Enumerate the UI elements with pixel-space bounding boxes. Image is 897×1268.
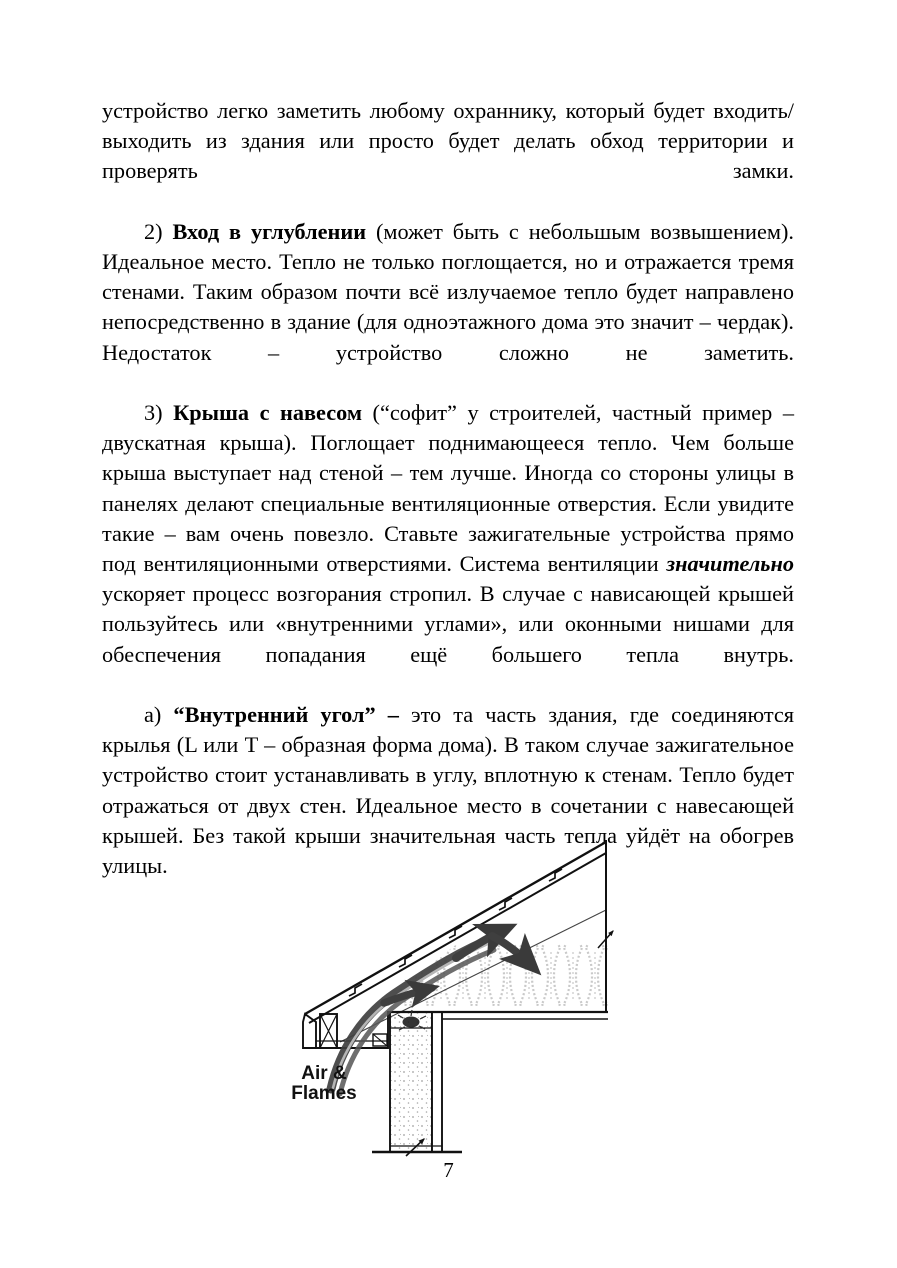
air-flames-label-line2: Flames (291, 1083, 357, 1104)
diagram-svg (276, 836, 636, 1166)
paragraph-3-emphasis: значительно (666, 551, 794, 577)
wall-interior-finish (432, 1012, 442, 1152)
paragraph-3-marker: 3) (144, 400, 174, 426)
paragraph-3-body-a: (“софит” у строителей, частный пример – двускатная крыша). Поглощает поднимающееся тепло. Чем больше крыша выступает над стеной – тем лучше. Иногда со стороны улицы в панелях делают специальные вентиляционные отверстия. Если увидите такие – вам очень повезло. Ставьте зажигательные устройства прямо под вентиляционными отверстиями. Система вентиляции (102, 400, 794, 577)
paragraph-1 (102, 96, 794, 217)
paragraph-3-heading: Крыша с навесом (173, 400, 363, 426)
paragraph-2-heading: Вход в углублении (172, 218, 367, 244)
wall-cavity (390, 1012, 432, 1152)
roof-soffit-diagram (276, 836, 636, 1166)
paragraph-4-heading: “Внутренний угол” – (173, 702, 399, 728)
air-flames-label-line1: Air & (301, 1063, 347, 1084)
wall-assembly (372, 1010, 608, 1156)
paragraph-1-run-1: устройство легко заметить любому охраннику, который будет входить/выходить из здания или просто будет делать обход территории и проверять замки. (102, 98, 794, 184)
paragraph-2 (102, 217, 794, 398)
paragraph-3 (102, 398, 794, 700)
paragraph-3-body-b: ускоряет процесс возгорания стропил. В случае с нависающей крышей пользуйтесь или «внутренними углами», или оконными нишами для обеспечения попадания ещё большего тепла внутрь. (102, 581, 794, 667)
paragraph-4-marker: а) (144, 702, 174, 728)
paragraph-4-body: это та часть здания, где соединяются крылья (L или T – образная форма дома). В таком случае зажигательное устройство стоит устанавливать в углу, вплотную к стенам. Тепло будет отражаться от двух стен. Идеальное место в сочетании с навесающей крышей. Без такой крыши значительная часть тепла уйдёт на обогрев улицы. (102, 702, 795, 879)
body-text (102, 96, 794, 911)
paragraph-2-body: (может быть с небольшым возвышением). Идеальное место. Тепло не только поглощается, но и отражается тремя стенами. Таким образом почти всё излучаемое тепло будет направлено непосредственно в здание (для одноэтажного дома это значит – чердак). Недостаток – устройство сложно не заметить. (102, 218, 794, 365)
paragraph-2-marker: 2) (144, 218, 173, 244)
page-number: 7 (443, 1158, 454, 1182)
